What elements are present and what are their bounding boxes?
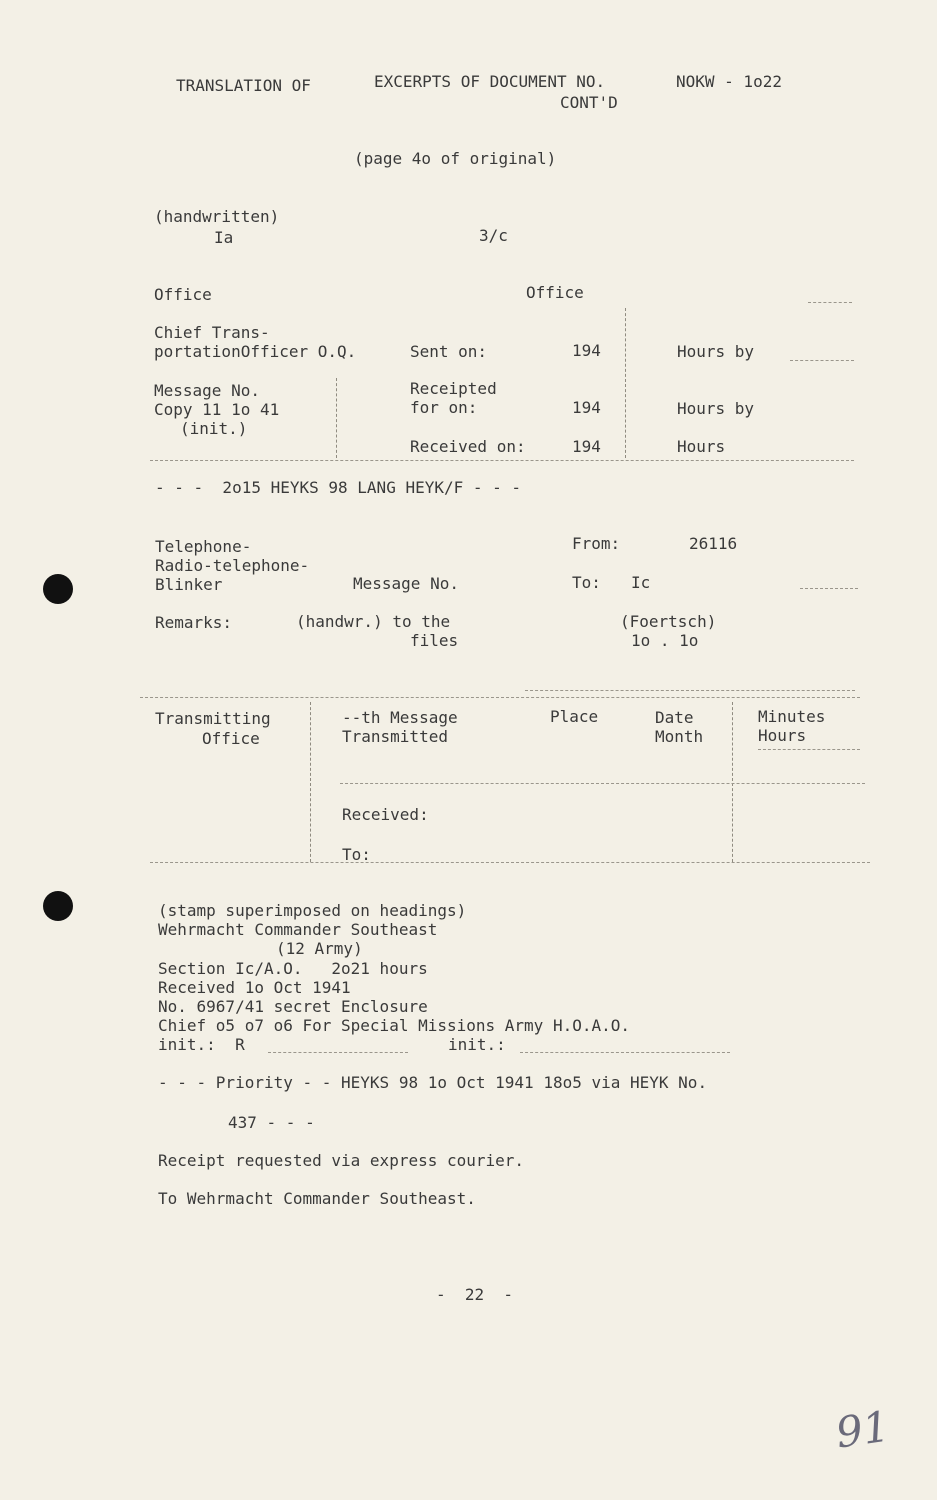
hours-by-2: Hours by: [677, 399, 755, 418]
priority-line: - - - Priority - - HEYKS 98 1o Oct 1941 18o5 via HEYK No.: [158, 1073, 708, 1092]
relay-line: - - - 2o15 HEYKS 98 LANG HEYK/F - - -: [155, 478, 522, 497]
received-on-label: Received on:: [410, 437, 526, 456]
message-no-label: Message No.: [154, 381, 260, 400]
punch-hole-bottom: [43, 891, 73, 921]
stamp-line-1: (stamp superimposed on headings): [158, 901, 467, 920]
office-right-label: Office: [526, 283, 584, 302]
date-label: Date: [655, 708, 694, 727]
message-divider: [336, 378, 337, 458]
to-rule: [800, 588, 858, 589]
punch-hole-top: [43, 574, 73, 604]
receipted-label: Receipted: [410, 379, 497, 398]
radio-label: Radio-telephone-: [155, 556, 310, 575]
handwritten-ia: Ia: [214, 228, 234, 247]
init-line: (init.): [180, 419, 248, 438]
sent-on-label: Sent on:: [410, 342, 488, 361]
blinker-label: Blinker: [155, 575, 223, 594]
stamp-init-b-rule: [520, 1052, 730, 1053]
hours-label: Hours: [677, 437, 726, 456]
handwritten-label: (handwritten): [154, 207, 280, 226]
table-to-label: To:: [342, 845, 371, 864]
hours-by-1: Hours by: [677, 342, 755, 361]
hours-col-label: Hours: [758, 726, 807, 745]
remarks-files: files: [410, 631, 459, 650]
receipt-request: Receipt requested via express courier.: [158, 1151, 525, 1170]
transmitting-label-1: Transmitting: [155, 709, 271, 728]
stamp-line-4: Section Ic/A.O. 2o21 hours: [158, 959, 428, 978]
stamp-line-6: No. 6967/41 secret Enclosure: [158, 997, 428, 1016]
remarks-date: 1o . 1o: [631, 631, 699, 650]
header-translation-of: TRANSLATION OF: [176, 76, 311, 95]
office-rule: [808, 302, 852, 303]
header-contd: CONT'D: [560, 93, 618, 112]
handwritten-code: 3/c: [479, 226, 508, 245]
header-excerpts: EXCERPTS OF DOCUMENT NO.: [374, 72, 606, 91]
remarks-label: Remarks:: [155, 613, 233, 632]
place-label: Place: [550, 707, 599, 726]
office-left-label: Office: [154, 285, 212, 304]
hours-col-rule: [758, 749, 860, 750]
minutes-label: Minutes: [758, 707, 826, 726]
header-doc-number: NOKW - 1o22: [676, 72, 782, 91]
stamp-line-7: Chief o5 o7 o6 For Special Missions Army H.O.A.O.: [158, 1016, 631, 1035]
stamp-init-b: init.:: [448, 1035, 506, 1054]
to-value: Ic: [631, 573, 651, 592]
handwritten-page-number: 91: [832, 1401, 893, 1458]
office-bottom-rule: [150, 460, 854, 461]
table-divider-2: [732, 702, 733, 862]
stamp-init-a: init.: R: [158, 1035, 245, 1054]
message-transmitted-2: Transmitted: [342, 727, 448, 746]
table-received-label: Received:: [342, 805, 429, 824]
telephone-message-no: Message No.: [353, 574, 459, 593]
table-top-rule-right: [525, 690, 855, 691]
transmitting-label-2: Office: [202, 729, 260, 748]
foertsch-signature: (Foertsch): [620, 612, 717, 631]
chief-line-2: portationOfficer O.Q.: [154, 342, 357, 361]
stamp-line-2: Wehrmacht Commander Southeast: [158, 920, 438, 939]
stamp-line-5: Received 1o Oct 1941: [158, 978, 351, 997]
stamp-line-3: (12 Army): [276, 939, 363, 958]
message-transmitted-1: --th Message: [342, 708, 458, 727]
office-divider: [625, 308, 626, 458]
from-value: 26116: [689, 534, 738, 553]
received-year: 194: [572, 437, 601, 456]
table-bottom-rule: [150, 862, 870, 863]
hours-by-1-rule: [790, 360, 854, 361]
for-on-label: for on:: [410, 398, 478, 417]
stamp-init-a-rule: [268, 1052, 408, 1053]
month-label: Month: [655, 727, 704, 746]
from-label: From:: [572, 534, 621, 553]
chief-line-1: Chief Trans-: [154, 323, 270, 342]
sent-year: 194: [572, 341, 601, 360]
remarks-handwr: (handwr.) to the: [296, 612, 451, 631]
table-top-rule: [140, 697, 860, 698]
to-label: To:: [572, 573, 601, 592]
to-wehrmacht: To Wehrmacht Commander Southeast.: [158, 1189, 476, 1208]
copy-line: Copy 11 1o 41: [154, 400, 280, 419]
page-number: - 22 -: [436, 1285, 514, 1304]
page-reference: (page 4o of original): [354, 149, 557, 168]
receipted-year: 194: [572, 398, 601, 417]
table-mid-rule: [340, 783, 865, 784]
priority-continuation: 437 - - -: [228, 1113, 315, 1132]
table-divider-1: [310, 702, 311, 862]
telephone-label: Telephone-: [155, 537, 252, 556]
